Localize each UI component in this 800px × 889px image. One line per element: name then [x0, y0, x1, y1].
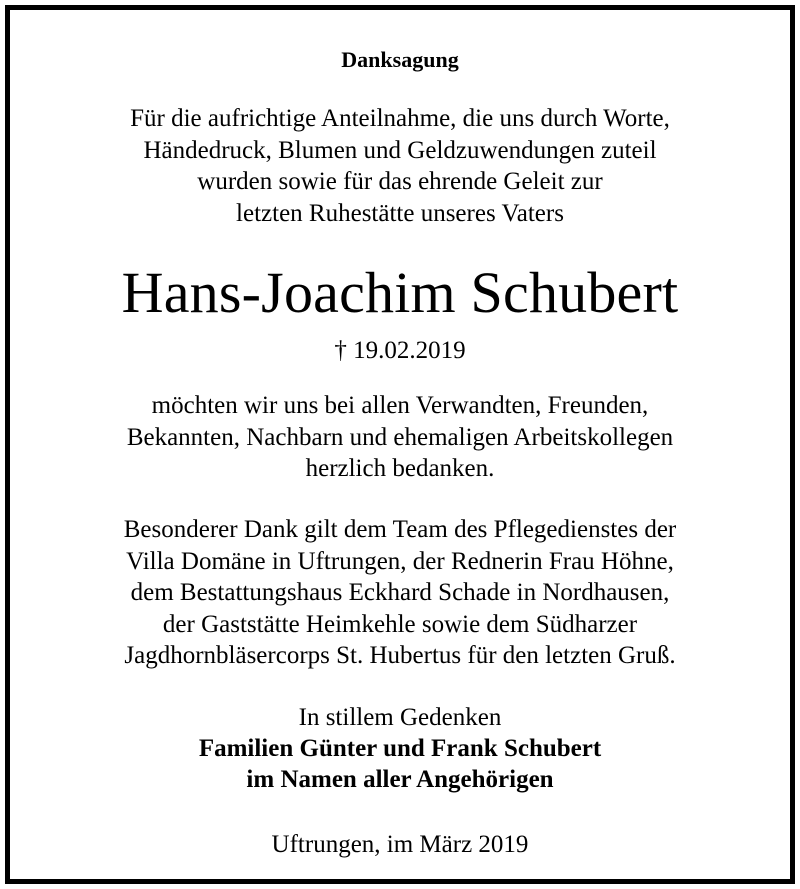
intro-line: letzten Ruhestätte unseres Vaters: [236, 199, 564, 227]
thanks-line: möchten wir uns bei allen Verwandten, Freunden,: [151, 392, 649, 419]
thanks-line: Bekannten, Nachbarn und ehemaligen Arbeitskollegen: [126, 423, 674, 451]
intro-paragraph: [10, 103, 790, 229]
closing-block: [10, 702, 790, 795]
intro-line: Händedruck, Blumen und Geldzuwendungen zuteil: [143, 136, 657, 164]
intro-line: wurden sowie für das ehrende Geleit zur: [197, 168, 603, 195]
special-thanks-line: Jagdhornbläsercorps St. Hubertus für den letzten Gruß.: [124, 642, 676, 669]
deceased-name: Hans-Joachim Schubert: [121, 260, 679, 325]
special-thanks-line: Besonderer Dank gilt dem Team des Pflegedienstes der: [123, 516, 677, 543]
notice-heading: Danksagung: [341, 47, 459, 72]
place-date: Uftrungen, im März 2019: [271, 831, 529, 858]
family-line: Familien Günter und Frank Schubert: [198, 735, 602, 762]
memorial-line: In stillem Gedenken: [298, 704, 502, 731]
notice-frame: [5, 5, 795, 884]
thanks-paragraph: [10, 390, 790, 485]
death-date: † 19.02.2019: [334, 337, 466, 364]
intro-line: Für die aufrichtige Anteilnahme, die uns durch Worte,: [130, 105, 670, 132]
thanks-line: herzlich bedanken.: [305, 455, 495, 482]
special-thanks-paragraph: [10, 514, 790, 672]
special-thanks-line: Villa Domäne in Uftrungen, der Rednerin Frau Höhne,: [126, 547, 674, 575]
relatives-line: im Namen aller Angehörigen: [246, 766, 554, 793]
special-thanks-line: dem Bestattungshaus Eckhard Schade in Nordhausen,: [130, 579, 670, 606]
special-thanks-line: der Gaststätte Heimkehle sowie dem Südharzer: [162, 610, 638, 638]
